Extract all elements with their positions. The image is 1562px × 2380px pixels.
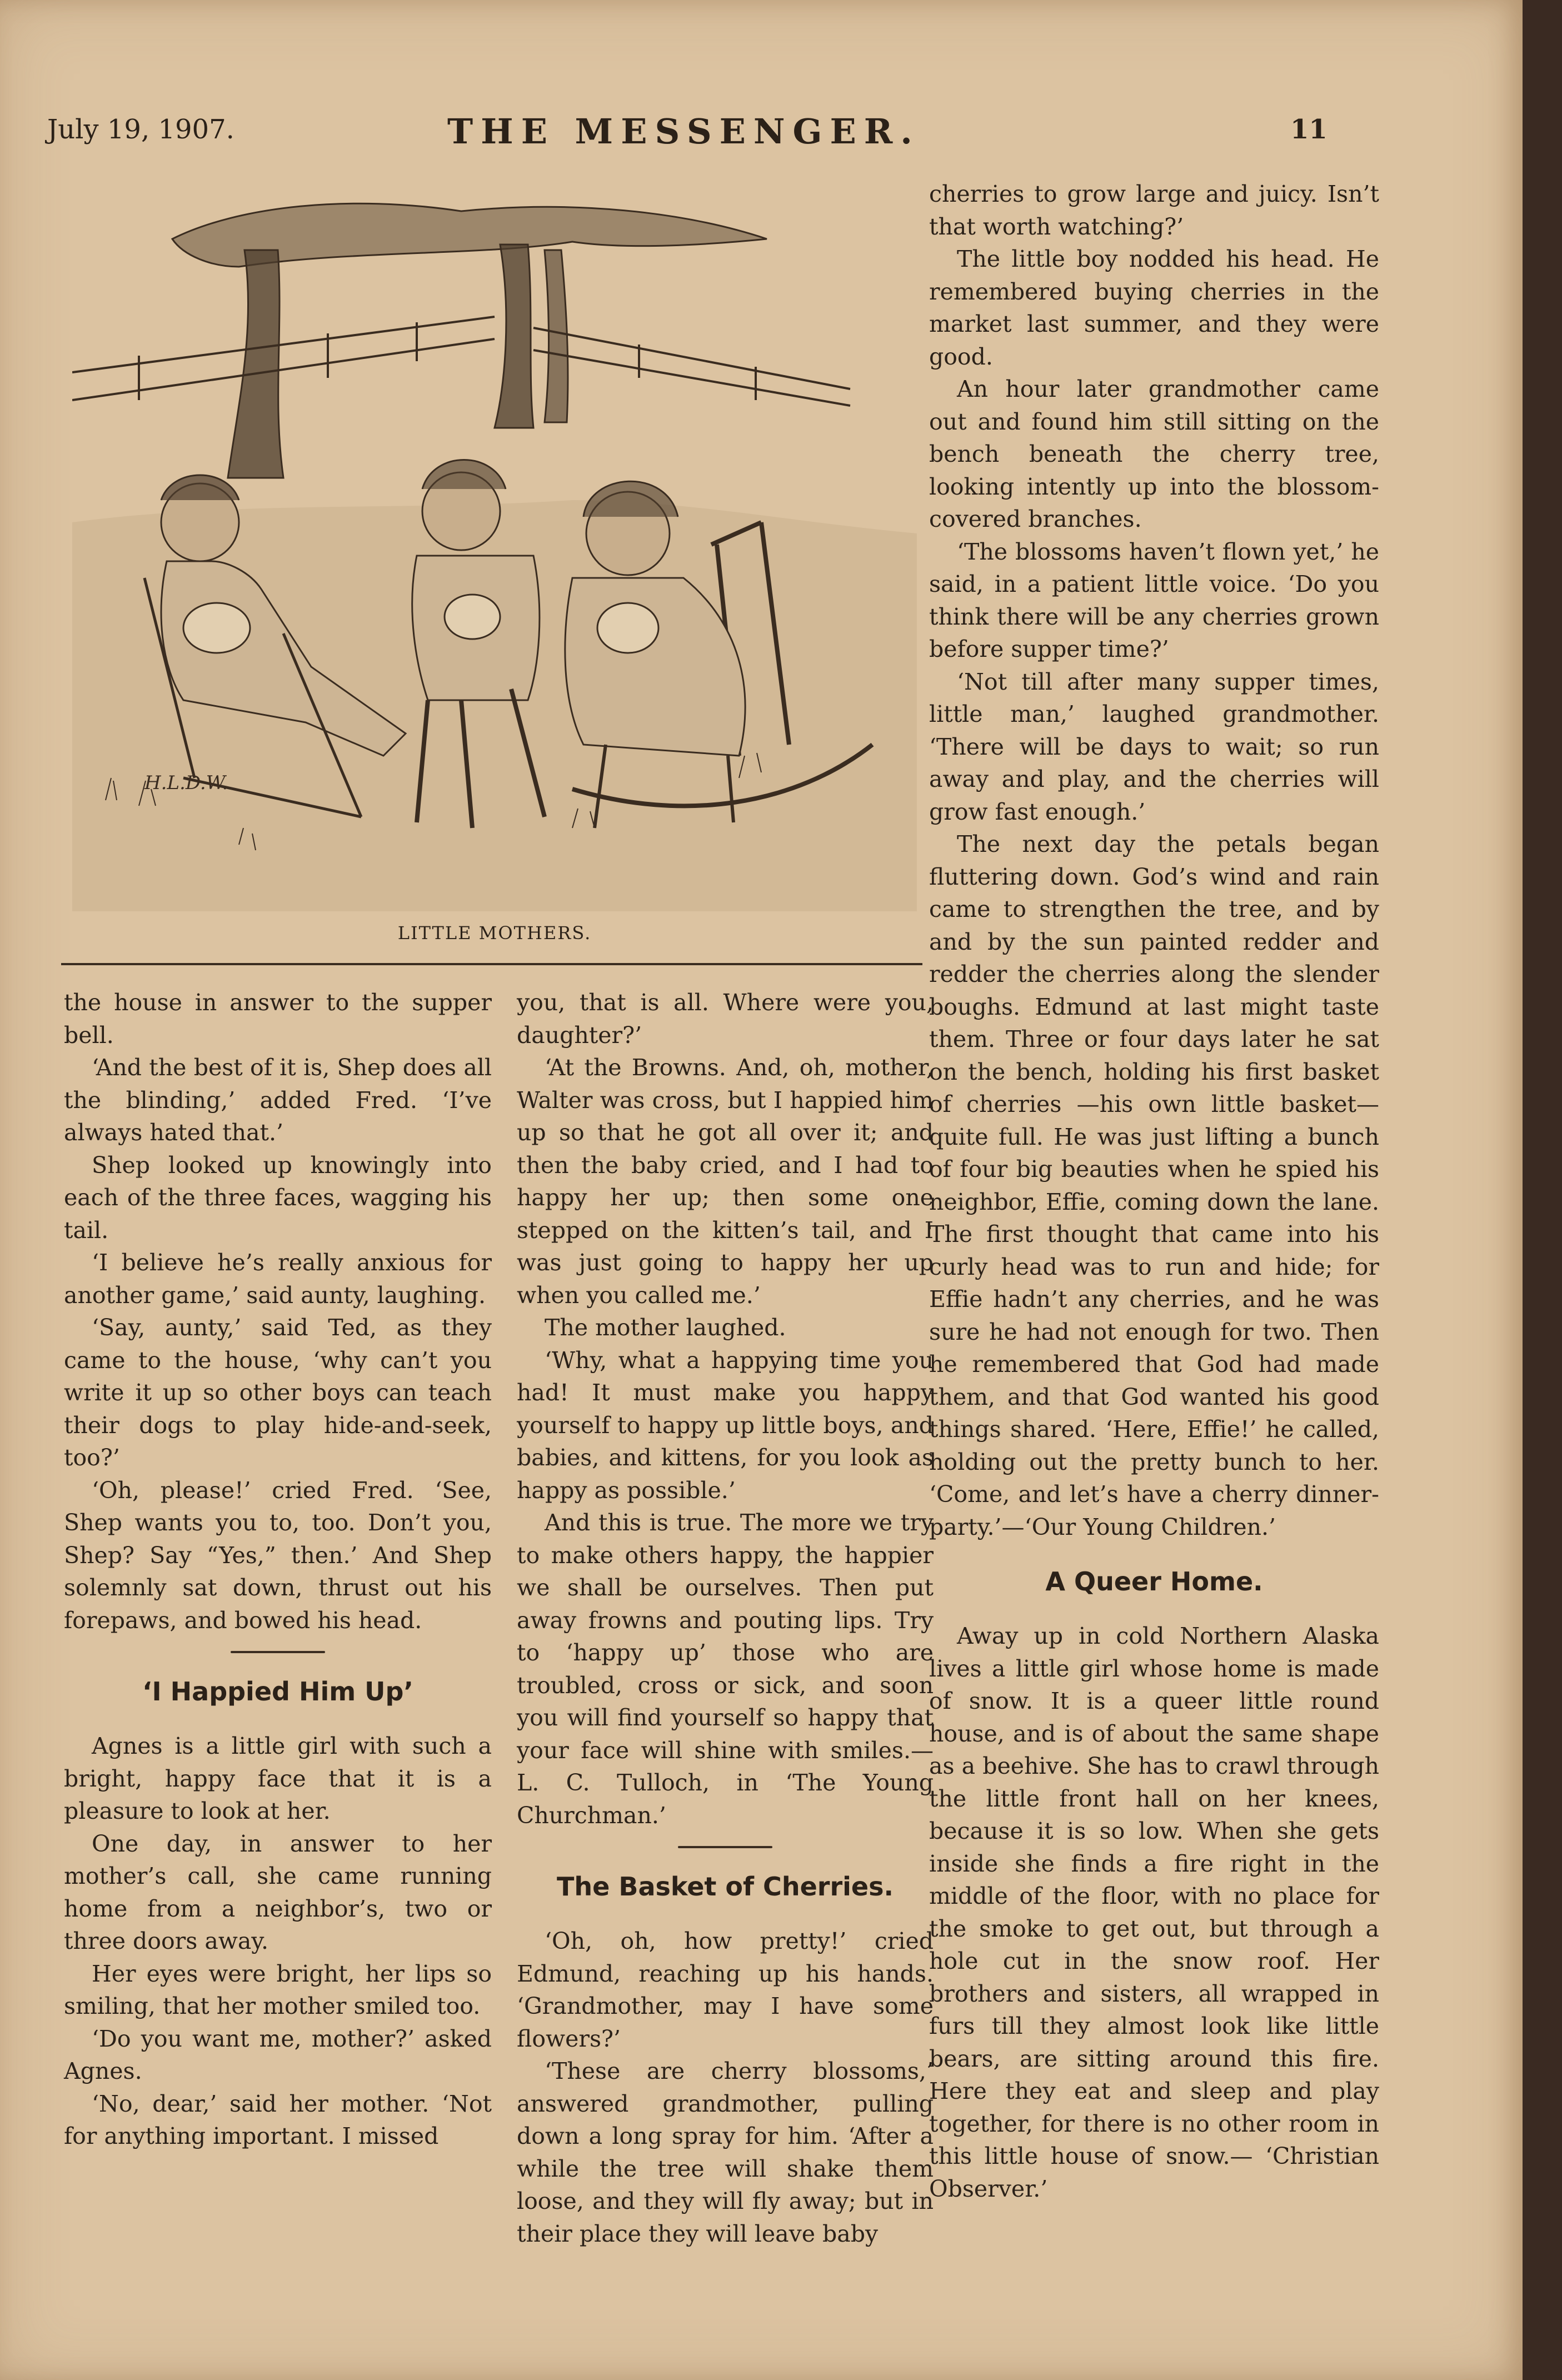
- paragraph: you, that is all. Where were you, daughter?’: [517, 989, 934, 1049]
- issue-date: July 19, 1907.: [47, 114, 234, 145]
- page-number: 11: [1290, 114, 1328, 145]
- section-divider: [231, 1651, 325, 1653]
- paragraph: ‘The blossoms haven’t flown yet,’ he said, in a patient little voice. ‘Do you think there will be any cherries grown before supper time?’: [929, 538, 1379, 662]
- caption-divider: [61, 963, 922, 965]
- paragraph: ‘These are cherry blossoms,’ answered grandmother, pulling down a long spray for him. ‘After a while the tree will shake them loose, and they will fly away; but in their place they will leave baby: [517, 2058, 934, 2247]
- column-right: [929, 178, 1379, 2205]
- tree-trunk-middle: [495, 245, 533, 428]
- paragraph: the house in answer to the supper bell.: [64, 989, 492, 1049]
- paragraph: ‘Do you want me, mother?’ asked Agnes.: [64, 2025, 492, 2084]
- article-heading-happied: ‘I Happied Him Up’: [142, 1677, 413, 1707]
- artist-signature: H.L.D.W.: [144, 772, 228, 794]
- masthead-title: THE MESSENGER.: [447, 111, 920, 152]
- paragraph: The next day the petals began fluttering down. God’s wind and rain came to strengthen the tree, and by and by the sun painted redder and redder the cherries along the slender boughs. Edmund at last might taste them. Three or four days later he sat on the bench, holding his first basket of cherries —his own little basket—quite full. He was just lifting a bunch of four big beauties when he spied his neighbor, Effie, coming down the lane. The first thought that came into his curly head was to run and hide; for Effie hadn’t any cherries, and he was sure he had not enough for two. Then he remembered that God had made them, and that God wanted his good things shared. ‘Here, Effie!’ he called, holding out the pretty bunch to her. ‘Come, and let’s have a cherry dinner-party.’—‘Our Young Children.’: [929, 831, 1379, 1540]
- paragraph: ‘At the Browns. And, oh, mother, Walter was cross, but I happied him up so that he got all over it; and then the baby cried, and I had to happy her up; then some one stepped on the kitten’s tail, and I was just going to happy her up when you called me.’: [517, 1054, 934, 1309]
- tree-trunk-left: [228, 250, 283, 478]
- article-heading-queer-home: A Queer Home.: [1045, 1566, 1263, 1596]
- section-divider: [678, 1846, 772, 1848]
- paragraph: One day, in answer to her mother’s call, she came running home from a neighbor’s, two or three doors away.: [64, 1830, 492, 1954]
- paragraph: Away up in cold Northern Alaska lives a little girl whose home is made of snow. It is a queer little round house, and is of about the same shape as a beehive. She has to crawl through the little front hall on her knees, because it is so low. When she gets inside she finds a fire right in the middle of the floor, with no place for the smoke to get out, but through a hole cut in the snow roof. Her brothers and sisters, all wrapped in furs till they almost look like little bears, are sitting around this fire. Here they eat and sleep and play together, for there is no other room in this little house of snow.— ‘Christian Observer.’: [929, 1623, 1379, 2202]
- little-mothers-illustration: [72, 189, 917, 911]
- paragraph: Agnes is a little girl with such a bright, happy face that it is a pleasure to look at her.: [64, 1733, 492, 1824]
- paragraph: ‘Oh, please!’ cried Fred. ‘See, Shep wants you to, too. Don’t you, Shep? Say “Yes,” then.’ And Shep solemnly sat down, thrust out his forepaws, and bowed his head.: [64, 1476, 492, 1634]
- paragraph: Her eyes were bright, her lips so smiling, that her mother smiled too.: [64, 1960, 492, 2019]
- paragraph: ‘I believe he’s really anxious for another game,’ said aunty, laughing.: [64, 1249, 492, 1309]
- paragraph: ‘And the best of it is, Shep does all the blinding,’ added Fred. ‘I’ve always hated that.’: [64, 1054, 492, 1146]
- paragraph: ‘Why, what a happying time you had! It must make you happy yourself to happy up little boys, and babies, and kittens, for you look as happy as possible.’: [517, 1346, 934, 1504]
- paragraph: cherries to grow large and juicy. Isn’t that worth watching?’: [929, 181, 1379, 240]
- paragraph: ‘Say, aunty,’ said Ted, as they came to the house, ‘why can’t you write it up so other boys can teach their dogs to play hide-and-seek, too?’: [64, 1314, 492, 1471]
- column-middle: [517, 986, 934, 2250]
- paragraph: And this is true. The more we try to make others happy, the happier we shall be ourselves. Then put away frowns and pouting lips. Try to ‘happy up’ those who are troubled, cross or sick, and soon you will find yourself so happy that your face will shine with smiles.— L. C. Tulloch, in ‘The Young Churchman.’: [517, 1509, 934, 1829]
- article-heading-cherries: The Basket of Cherries.: [557, 1872, 894, 1902]
- paragraph: The mother laughed.: [545, 1314, 786, 1341]
- paragraph: ‘Oh, oh, how pretty!’ cried Edmund, reaching up his hands. ‘Grandmother, may I have some flowers?’: [517, 1928, 934, 2052]
- paragraph: The little boy nodded his head. He remembered buying cherries in the market last summer, and they were good.: [929, 246, 1379, 370]
- column-left: [64, 986, 492, 2153]
- paragraph: An hour later grandmother came out and found him still sitting on the bench beneath the cherry tree, looking intently up into the blossom-covered branches.: [929, 376, 1379, 532]
- fence: [72, 317, 850, 406]
- paragraph: ‘No, dear,’ said her mother. ‘Not for anything important. I missed: [64, 2090, 492, 2149]
- illustration-caption: LITTLE MOTHERS.: [397, 922, 592, 944]
- paragraph: Shep looked up knowingly into each of the three faces, wagging his tail.: [64, 1151, 492, 1244]
- paragraph: ‘Not till after many supper times, little man,’ laughed grandmother. ‘There will be days to wait; so run away and play, and the cherries will grow fast enough.’: [929, 668, 1379, 825]
- page-edge-shadow: [1523, 0, 1562, 2380]
